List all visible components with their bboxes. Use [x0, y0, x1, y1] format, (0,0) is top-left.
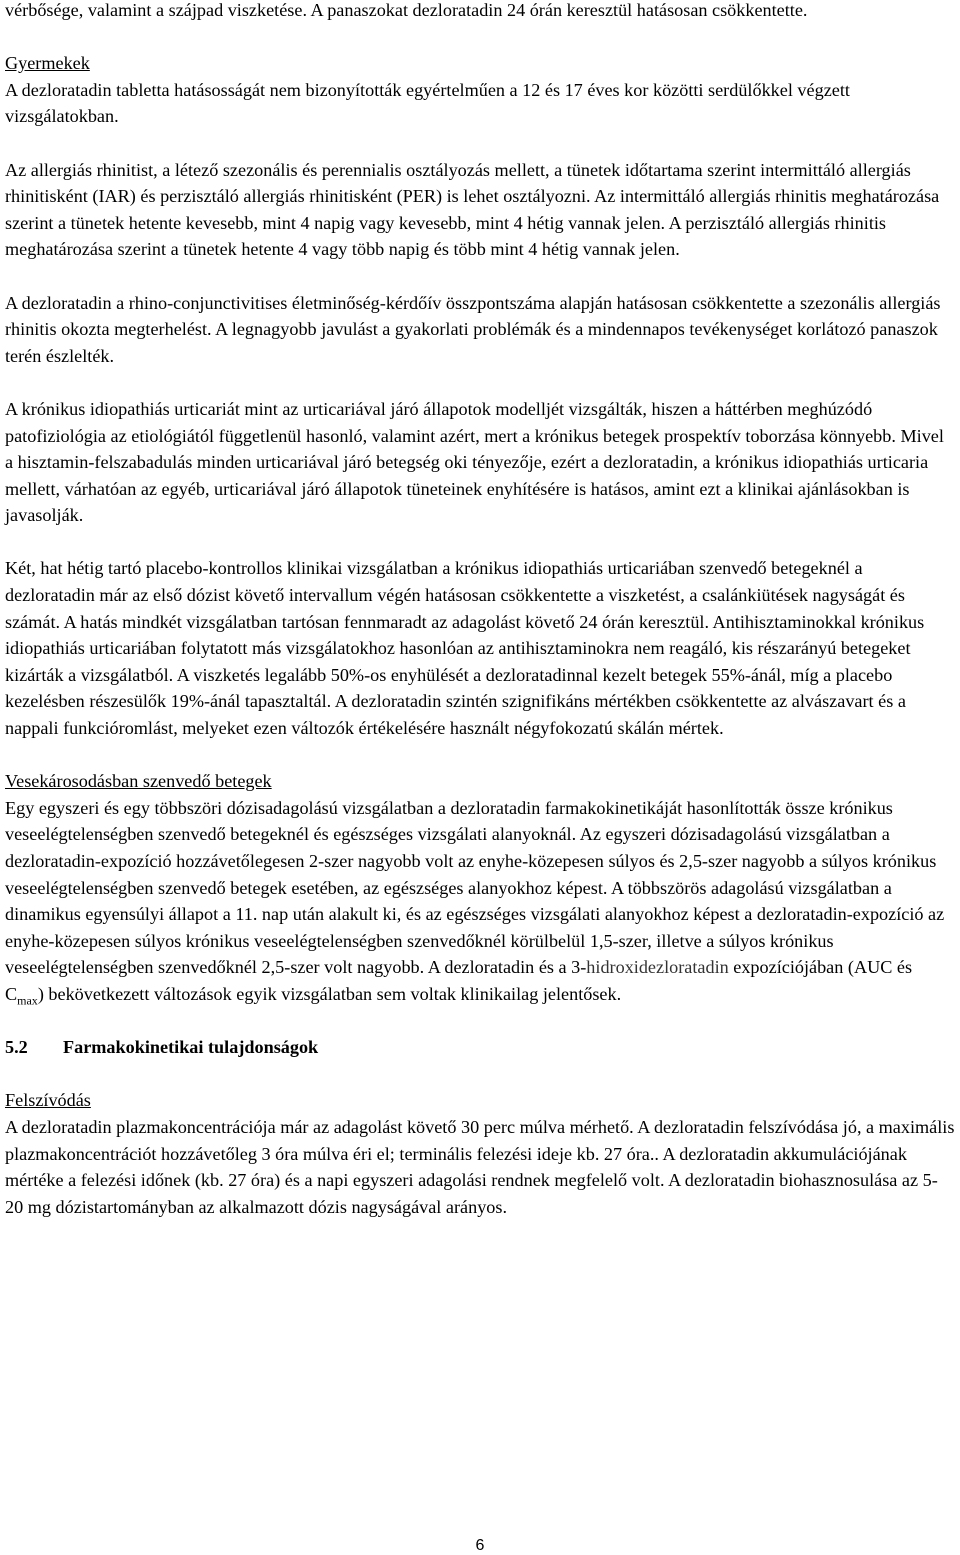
paragraph-quality-of-life: A dezloratadin a rhino-conjunctivitises életminőség-kérdőív összpontszáma alapján hatásosan csökkentette a szezonális allergiás rhinitis okozta megterhelést. A legnagyobb javulást a gyakorlati problémák és a mindennapos tevékenységet korlátozó panaszok terén észlelték. [5, 292, 941, 366]
children-section [5, 50, 955, 130]
absorption-heading: Felszívódás [5, 1090, 91, 1111]
renal-section [5, 768, 955, 1007]
paragraph-urticaria: A krónikus idiopathiás urticariát mint az urticariával járó állapotok modelljét vizsgálták, hiszen a háttérben meghúzódó patofiziológia az etiológiától függetlenül hasonló, valamint azért, mert a krónikus betegek prospektív toborzása könnyebb. Mivel a hisztamin-felszabadulás minden urticariával járó betegség oki tényezője, ezért a dezloratadin, a krónikus idiopathiás urticaria mellett, várhatóan az egyéb, urticariával járó állapotok tüneteinek enyhítésére is hatásos, amint ezt a klinikai ajánlásokban is javasolják. [5, 398, 944, 526]
absorption-text: A dezloratadin plazmakoncentrációja már az adagolást követő 30 perc múlva mérhető. A dezloratadin felszívódása jó, a maximális plazmakoncentrációt hozzávetőleg 3 óra múlva éri el; terminális felezési ideje kb. 27 óra.. A dezloratadin akkumulációjának mértéke a felezési időnek (kb. 27 óra) és a napi egyszeri adagolási rendnek megfelelő volt. A dezloratadin biohasznosulása az 5-20 mg dózistartományban az alkalmazott dózis nagyságával arányos. [5, 1116, 955, 1217]
paragraph-classification: Az allergiás rhinitist, a létező szezonális és perennialis osztályozás mellett, a tünetek időtartama szerint intermittáló allergiás rhinitisként (IAR) és perzisztáló allergiás rhinitisként (PER) is lehet osztályozni. Az intermittáló allergiás rhinitis meghatározása szerint a tünetek hetente kevesebb, mint 4 napig vagy kevesebb, mint 4 hétig vannak jelen. A perzisztáló allergiás rhinitis meghatározása szerint a tünetek hetente 4 vagy több napig és több mint 4 hétig vannak jelen. [5, 159, 940, 260]
renal-text-part-a: Egy egyszeri és egy többszöri dózisadagolású vizsgálatban a dezloratadin farmakokinetikáját hasonlították össze krónikus veseelégtelenségben szenvedő betegeknél és egészséges vizsgálati alanyoknál. Az egyszeri dózisadagolású vizsgálatban a dezloratadin-expozíció hozzávetőlegesen 2-szer nagyobb volt az enyhe-közepesen súlyos és 2,5-szer nagyobb a súlyos krónikus veseelégtelenségben szenvedő betegek esetében, az egészséges alanyokhoz képest. A többszörös adagolású vizsgálatban a dinamikus egyensúlyi állapot a 11. nap után alakult ki, és az egészséges vizsgálati alanyokhoz képest a dezloratadin-expozíció az enyhe-közepesen súlyos krónikus veseelégtelenségben szenvedőknél körülbelül 1,5-szer, illetve a súlyos krónikus veseelégtelenségben szenvedőknél 2,5-szer volt nagyobb. A dezloratadin és a 3- [5, 797, 945, 978]
cmax-subscript: max [17, 993, 38, 1008]
renal-text-part-c: expozíciójában (AUC és C [5, 957, 913, 1004]
section-heading-5-2 [5, 1034, 955, 1061]
renal-text-part-d: ) bekövetkezett változások egyik vizsgálatban sem voltak klinikailag jelentősek. [37, 983, 622, 1004]
renal-heading: Vesekárosodásban szenvedő betegek [5, 771, 272, 792]
renal-text-metabolite: hidroxidezloratadin [586, 957, 729, 978]
children-text: A dezloratadin tabletta hatásosságát nem bizonyították egyértelműen a 12 és 17 éves kor közötti serdülőkkel végzett vizsgálatokban. [5, 79, 850, 127]
section-title: Farmakokinetikai tulajdonságok [63, 1037, 319, 1058]
page-number: 6 [475, 1537, 485, 1554]
children-heading: Gyermekek [5, 53, 90, 74]
section-number: 5.2 [5, 1037, 28, 1058]
paragraph-urticaria-trials: Két, hat hétig tartó placebo-kontrollos klinikai vizsgálatban a krónikus idiopathiás urticariában szenvedő betegeknél a dezloratadin már az első dózist követő intervallum végén hatásosan csökkentette a viszketést, a csalánkiütések nagyságát és számát. A hatás mindkét vizsgálatban tartósan fennmaradt az adagolást követő 24 órán keresztül. Antihisztaminokkal krónikus idiopathiás urticariában folytatott más vizsgálatokhoz hasonlóan az antihisztaminokra nem reagáló, kis részarányú betegeket kizárták a vizsgálatból. A viszketés legalább 50%-os enyhülését a dezloratadinnal kezelt betegek 55%-ánál, míg a placebo kezelésben részesülők 19%-ánál tapasztaltál. A dezloratadin szintén szignifikáns mértékben csökkentette az alvászavart és a nappali funkcióromlást, melyeket ezen változók értékelésére használt négyfokozatú skálán mértek. [5, 558, 925, 739]
absorption-section [5, 1087, 955, 1220]
document-page [5, 0, 955, 1247]
paragraph-intro: vérbősége, valamint a szájpad viszketése. A panaszokat dezloratadin 24 órán keresztül hatásosan csökkentette. [5, 0, 808, 20]
